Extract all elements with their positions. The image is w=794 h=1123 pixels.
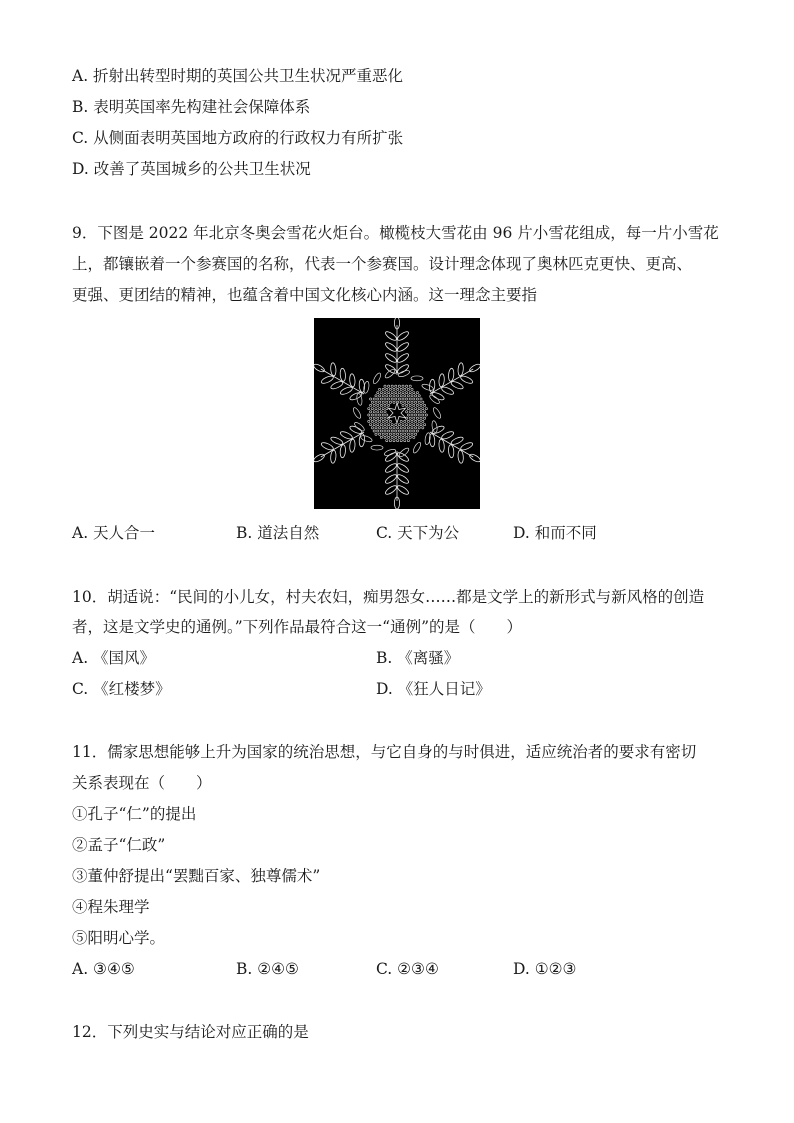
snowflake-torch-image bbox=[314, 318, 480, 509]
q11-item-1: ①孔子“仁”的提出 bbox=[72, 805, 197, 823]
q11-stem-line-2: 关系表现在（ ） bbox=[72, 774, 212, 792]
q9-stem-line-3: 更强、更团结的精神，也蕴含着中国文化核心内涵。这一理念主要指 bbox=[72, 286, 538, 304]
q10-option-c: C. 《红楼梦》 bbox=[72, 680, 171, 698]
q9-option-a: A. 天人合一 bbox=[72, 524, 156, 542]
q11-option-c: C. ②③④ bbox=[376, 960, 439, 978]
q12-stem-line-1: 12．下列史实与结论对应正确的是 bbox=[72, 1023, 309, 1041]
q11-item-2: ②孟子“仁政” bbox=[72, 836, 166, 854]
q9-stem-line-1: 9．下图是 2022 年北京冬奥会雪花火炬台。橄榄枝大雪花由 96 片小雪花组成，每一片小雪花 bbox=[72, 224, 719, 242]
q9-option-c: C. 天下为公 bbox=[376, 524, 460, 542]
q8-option-c: C. 从侧面表明英国地方政府的行政权力有所扩张 bbox=[72, 129, 404, 147]
q11-stem-line-1: 11．儒家思想能够上升为国家的统治思想，与它自身的与时俱进，适应统治者的要求有密切 bbox=[72, 743, 697, 761]
q9-option-b: B. 道法自然 bbox=[236, 524, 320, 542]
q8-option-d: D. 改善了英国城乡的公共卫生状况 bbox=[72, 160, 311, 178]
q10-stem-line-1: 10．胡适说：“民间的小儿女，村夫农妇，痴男怨女……都是文学上的新形式与新风格的创造 bbox=[72, 588, 705, 606]
q11-item-4: ④程朱理学 bbox=[72, 898, 150, 916]
q11-item-3: ③董仲舒提出“罢黜百家、独尊儒术” bbox=[72, 867, 321, 885]
q10-option-d: D. 《狂人日记》 bbox=[376, 680, 491, 698]
q8-option-a: A. 折射出转型时期的英国公共卫生状况严重恶化 bbox=[72, 67, 404, 85]
q9-option-d: D. 和而不同 bbox=[513, 524, 597, 542]
q11-option-a: A. ③④⑤ bbox=[72, 960, 135, 978]
q11-item-5: ⑤阳明心学。 bbox=[72, 929, 166, 947]
q9-stem-line-2: 上，都镶嵌着一个参赛国的名称，代表一个参赛国。设计理念体现了奥林匹克更快、更高、 bbox=[72, 255, 693, 273]
snowflake-icon bbox=[314, 318, 480, 509]
q10-option-b: B. 《离骚》 bbox=[376, 649, 460, 667]
q10-stem-line-2: 者，这是文学史的通例。”下列作品最符合这一“通例”的是（ ） bbox=[72, 618, 523, 636]
q11-option-b: B. ②④⑤ bbox=[236, 960, 299, 978]
q10-option-a: A. 《国风》 bbox=[72, 649, 156, 667]
q11-option-d: D. ①②③ bbox=[513, 960, 577, 978]
q8-option-b: B. 表明英国率先构建社会保障体系 bbox=[72, 98, 311, 116]
